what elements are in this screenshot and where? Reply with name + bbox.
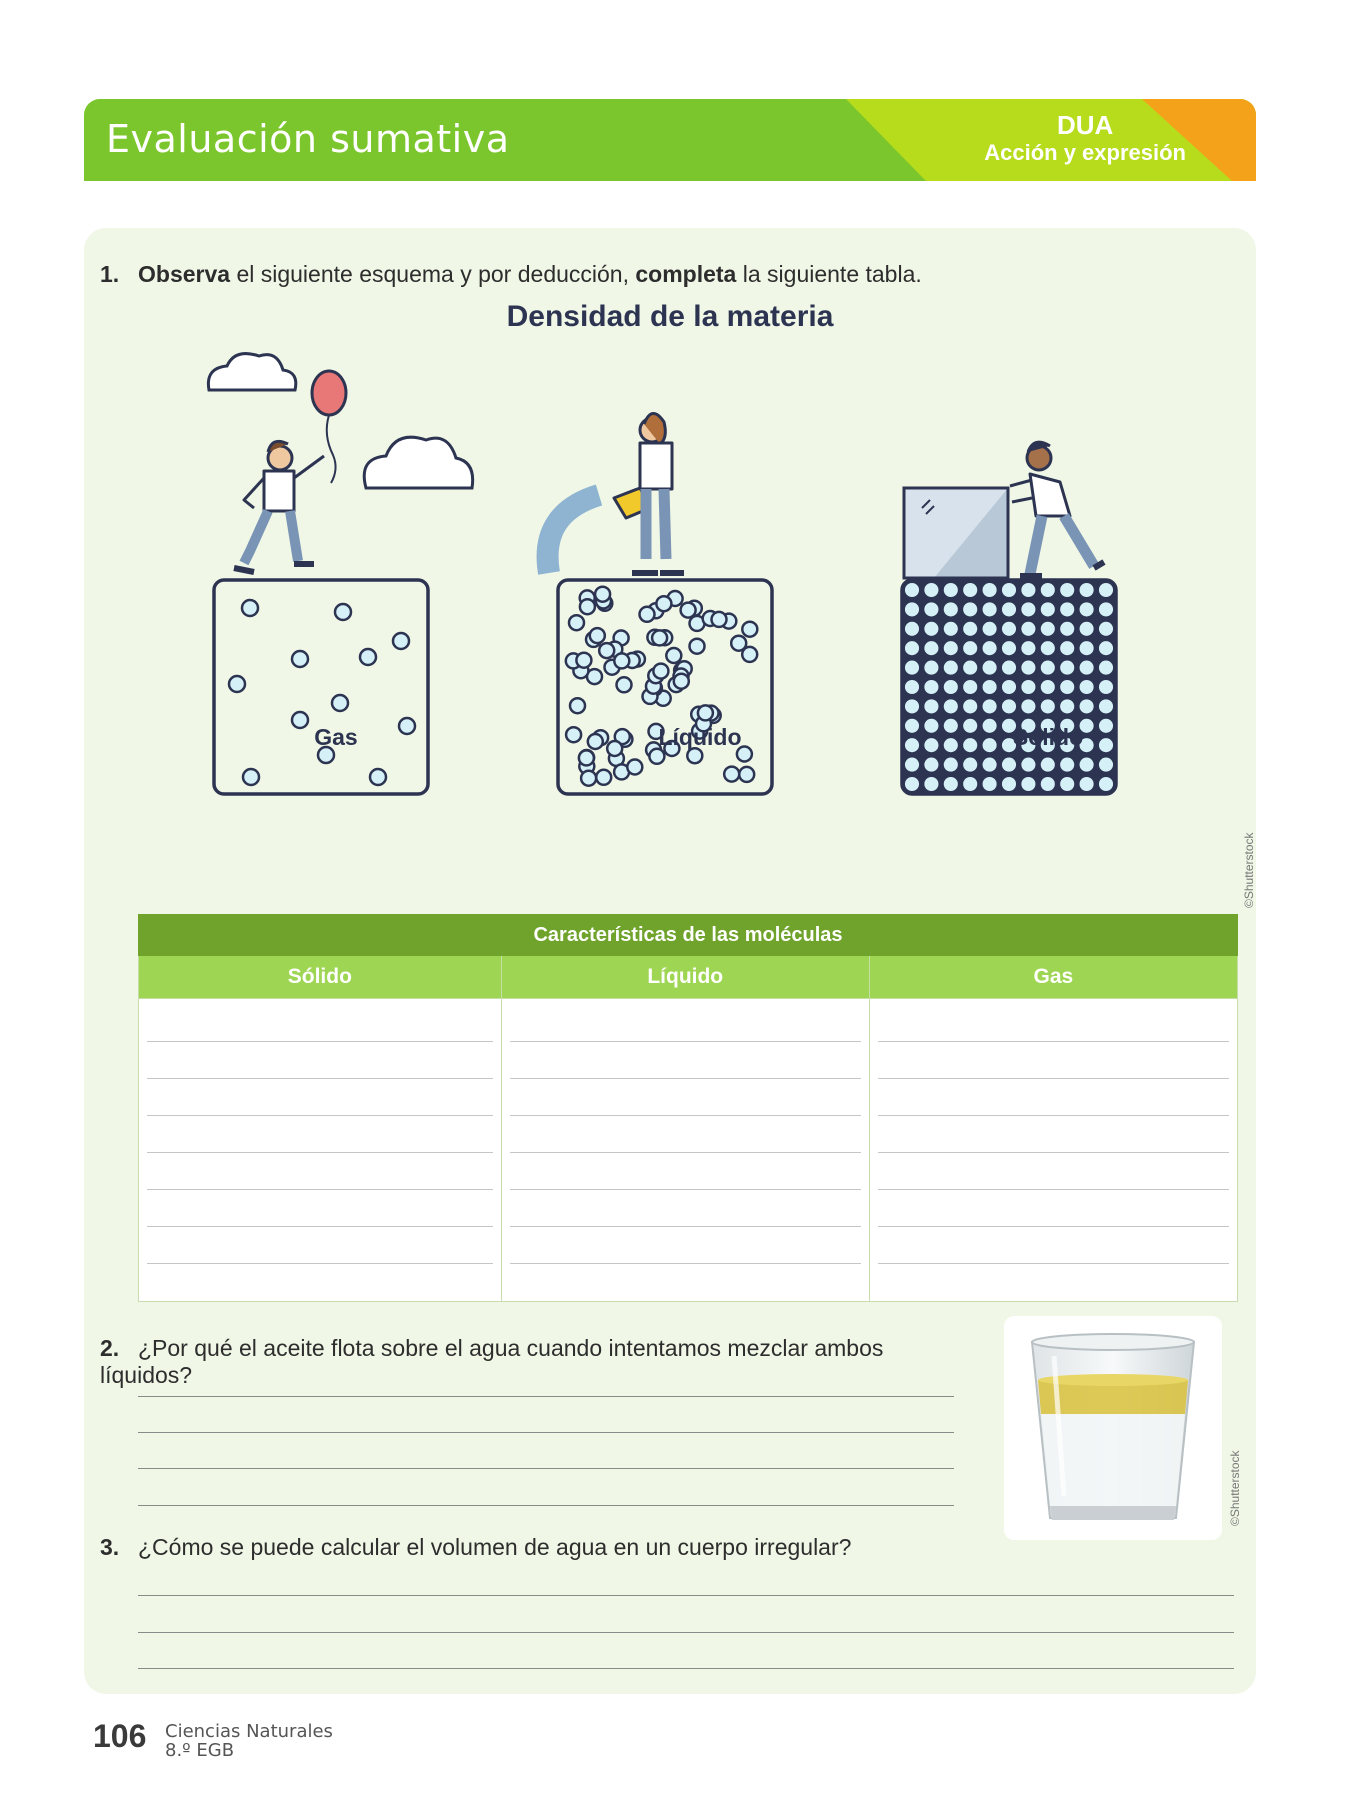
molecule	[652, 630, 667, 645]
grade-name: 8.º EGB	[165, 1740, 235, 1761]
molecule	[1001, 776, 1018, 793]
molecule	[981, 621, 998, 638]
ice-cube-icon	[904, 488, 1008, 578]
molecule	[943, 582, 960, 599]
molecule	[904, 601, 921, 618]
molecule	[627, 760, 642, 775]
molecule	[1001, 621, 1018, 638]
answer-cell-solid[interactable]	[139, 999, 502, 1302]
molecule	[580, 599, 595, 614]
molecule	[690, 639, 705, 654]
molecule	[981, 640, 998, 657]
molecule	[943, 640, 960, 657]
molecule	[904, 756, 921, 773]
molecule	[962, 640, 979, 657]
oil-water-photo	[1004, 1316, 1222, 1540]
molecule	[943, 756, 960, 773]
question-2	[100, 1335, 920, 1389]
question-3	[100, 1534, 851, 1561]
molecule	[666, 648, 681, 663]
molecule	[1098, 756, 1115, 773]
molecule	[698, 705, 713, 720]
molecule	[1059, 756, 1076, 773]
molecule	[1059, 621, 1076, 638]
molecule	[1078, 659, 1095, 676]
table-header-gas: Gas	[869, 956, 1237, 999]
photo-credit: ©Shutterstock	[1242, 832, 1256, 908]
state-label-liquid: Líquido	[658, 724, 742, 750]
question-2-number: 2.	[100, 1335, 120, 1361]
question-1-number: 1.	[100, 261, 120, 287]
molecule	[614, 653, 629, 668]
molecule	[923, 659, 940, 676]
molecule	[943, 601, 960, 618]
molecule	[1020, 659, 1037, 676]
molecule	[393, 633, 409, 649]
characteristics-table	[138, 914, 1238, 1302]
molecule	[923, 601, 940, 618]
glass-icon	[1004, 1316, 1222, 1540]
molecule	[1040, 621, 1057, 638]
molecule	[742, 622, 757, 637]
molecule	[1098, 621, 1115, 638]
molecule	[649, 749, 664, 764]
molecule	[360, 649, 376, 665]
molecule	[1078, 640, 1095, 657]
molecule	[1078, 776, 1095, 793]
molecule	[1078, 679, 1095, 696]
molecule	[1098, 582, 1115, 599]
molecule	[923, 737, 940, 754]
molecule	[923, 621, 940, 638]
answer-line[interactable]	[138, 1595, 1234, 1596]
page-number: 106	[93, 1718, 147, 1754]
footer-subject	[165, 1722, 333, 1760]
molecule	[981, 679, 998, 696]
molecule	[570, 698, 585, 713]
molecule	[1001, 640, 1018, 657]
molecule	[1040, 601, 1057, 618]
molecule	[981, 582, 998, 599]
molecule	[1078, 756, 1095, 773]
cloud-icon	[208, 354, 295, 390]
molecule	[904, 698, 921, 715]
molecule	[595, 587, 610, 602]
molecule	[981, 776, 998, 793]
molecule	[590, 628, 605, 643]
molecule	[1040, 698, 1057, 715]
person-liquid-icon	[548, 413, 684, 573]
question-1-verb-observe: Observa	[138, 261, 231, 287]
molecule	[332, 695, 348, 711]
molecule	[904, 718, 921, 735]
molecule	[1020, 601, 1037, 618]
header-banner	[84, 99, 1256, 181]
question-3-text: ¿Cómo se puede calcular el volumen de agua en un cuerpo irregular?	[138, 1534, 852, 1560]
answer-cell-gas[interactable]	[869, 999, 1237, 1302]
molecule	[962, 756, 979, 773]
molecule	[1040, 582, 1057, 599]
molecule	[1059, 640, 1076, 657]
molecule	[962, 698, 979, 715]
molecule	[617, 677, 632, 692]
molecule	[1040, 776, 1057, 793]
molecule	[943, 776, 960, 793]
question-2-text: ¿Por qué el aceite flota sobre el agua cuando intentamos mezclar ambos líquidos?	[100, 1335, 884, 1388]
molecule	[962, 621, 979, 638]
molecule	[292, 651, 308, 667]
molecule	[904, 640, 921, 657]
molecule	[1078, 582, 1095, 599]
state-label-gas: Gas	[314, 724, 358, 750]
molecule	[943, 659, 960, 676]
molecule	[1001, 679, 1018, 696]
answer-line[interactable]	[138, 1668, 1234, 1669]
molecule	[1059, 698, 1076, 715]
molecule	[943, 621, 960, 638]
molecule	[1001, 601, 1018, 618]
molecule	[576, 653, 591, 668]
molecule	[923, 582, 940, 599]
question-1-verb-complete: completa	[635, 261, 737, 287]
person-gas-icon	[234, 441, 324, 572]
molecule	[1059, 601, 1076, 618]
answer-line[interactable]	[138, 1396, 954, 1397]
molecule	[1040, 640, 1057, 657]
molecule	[923, 718, 940, 735]
molecule	[1020, 698, 1037, 715]
molecule	[1098, 776, 1115, 793]
molecule	[1098, 659, 1115, 676]
molecule	[640, 607, 655, 622]
molecule	[962, 582, 979, 599]
solid-particles	[904, 582, 1115, 793]
molecule	[569, 615, 584, 630]
molecule	[1001, 659, 1018, 676]
molecule	[243, 769, 259, 785]
diagram-title: Densidad de la materia	[506, 300, 834, 333]
molecule	[962, 601, 979, 618]
molecule	[370, 769, 386, 785]
molecule	[581, 771, 596, 786]
person-solid-icon	[1010, 442, 1104, 576]
molecule	[712, 612, 727, 627]
molecule	[1040, 659, 1057, 676]
molecule	[904, 659, 921, 676]
molecule	[904, 621, 921, 638]
density-illustration	[84, 328, 1256, 848]
molecule	[1020, 679, 1037, 696]
molecule	[1078, 601, 1095, 618]
molecule	[1001, 756, 1018, 773]
table-caption: Características de las moléculas	[139, 915, 1238, 956]
dua-badge	[984, 111, 1186, 167]
table-header-liquid: Líquido	[501, 956, 869, 999]
answer-cell-liquid[interactable]	[501, 999, 869, 1302]
answer-line[interactable]	[138, 1632, 1234, 1633]
molecule	[1059, 582, 1076, 599]
section-title: Evaluación sumativa	[106, 117, 510, 161]
molecule	[962, 776, 979, 793]
answer-line[interactable]	[138, 1432, 954, 1433]
molecule	[981, 756, 998, 773]
molecule	[1059, 776, 1076, 793]
molecule	[923, 640, 940, 657]
molecule	[962, 679, 979, 696]
molecule	[923, 776, 940, 793]
molecule	[656, 596, 671, 611]
state-label-solid: Sólido	[1012, 724, 1084, 750]
molecule	[1098, 679, 1115, 696]
molecule	[1020, 756, 1037, 773]
question-3-number: 3.	[100, 1534, 120, 1560]
molecule	[579, 750, 594, 765]
molecule	[674, 674, 689, 689]
molecule	[1098, 698, 1115, 715]
molecule	[229, 676, 245, 692]
molecule	[904, 776, 921, 793]
molecule	[1020, 582, 1037, 599]
molecule	[1059, 659, 1076, 676]
molecule	[1020, 640, 1037, 657]
molecule	[599, 643, 614, 658]
molecule	[923, 698, 940, 715]
molecule	[1098, 640, 1115, 657]
photo-credit: ©Shutterstock	[1228, 1450, 1242, 1526]
table-header-solid: Sólido	[139, 956, 502, 999]
answer-line[interactable]	[138, 1505, 954, 1506]
molecule	[943, 698, 960, 715]
molecule	[1078, 698, 1095, 715]
molecule	[923, 679, 940, 696]
balloon-icon	[312, 371, 346, 483]
question-1	[100, 261, 922, 288]
molecule	[731, 636, 746, 651]
cloud-icon	[364, 437, 472, 488]
molecule	[1020, 621, 1037, 638]
molecule	[1020, 776, 1037, 793]
answer-line[interactable]	[138, 1468, 954, 1469]
subject-name: Ciencias Naturales	[165, 1721, 333, 1742]
molecule	[923, 756, 940, 773]
molecule	[981, 698, 998, 715]
dua-label: DUA	[1056, 110, 1114, 140]
molecule	[1001, 582, 1018, 599]
molecule	[904, 582, 921, 599]
molecule	[1059, 679, 1076, 696]
molecule	[1040, 679, 1057, 696]
question-1-text-a: el siguiente esquema y por deducción,	[230, 261, 636, 287]
molecule	[1078, 621, 1095, 638]
molecule	[904, 679, 921, 696]
molecule	[242, 600, 258, 616]
molecule	[566, 727, 581, 742]
molecule	[1098, 601, 1115, 618]
molecule	[943, 679, 960, 696]
dua-subtitle: Acción y expresión	[984, 140, 1186, 165]
molecule	[335, 604, 351, 620]
molecule	[981, 659, 998, 676]
molecule	[739, 767, 754, 782]
molecule	[1040, 756, 1057, 773]
molecule	[981, 601, 998, 618]
molecule	[904, 737, 921, 754]
molecule	[1001, 698, 1018, 715]
molecule	[596, 770, 611, 785]
molecule	[681, 603, 696, 618]
molecule	[724, 767, 739, 782]
molecule	[653, 664, 668, 679]
molecule	[962, 659, 979, 676]
question-1-text-b: la siguiente tabla.	[736, 261, 922, 287]
